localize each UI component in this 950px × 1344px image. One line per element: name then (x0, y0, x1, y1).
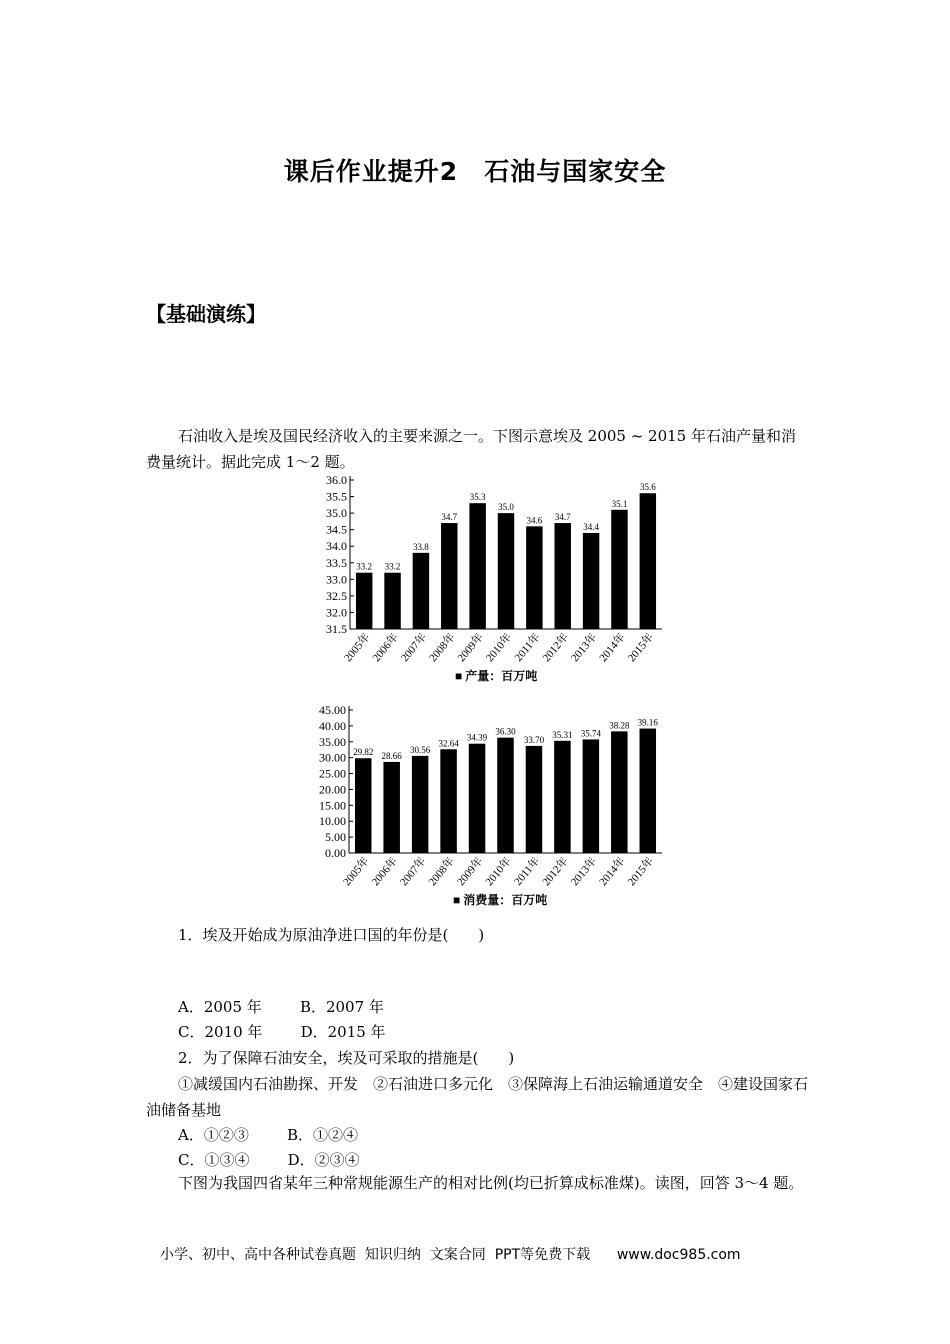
y-tick-label: 31.5 (326, 622, 347, 636)
x-tick-label: 2010年 (483, 631, 515, 665)
x-tick-label: 2012年 (540, 855, 571, 889)
x-tick-label: 2014年 (597, 855, 628, 889)
bar (640, 729, 657, 853)
data-label: 34.39 (466, 732, 488, 743)
bar (555, 523, 571, 629)
data-label: 32.64 (438, 738, 459, 749)
data-label: 28.66 (381, 750, 402, 761)
x-tick-label: 2008年 (427, 631, 458, 665)
bar (355, 758, 372, 853)
y-tick-label: 32.5 (326, 588, 347, 603)
bar (498, 513, 514, 629)
data-label: 35.0 (498, 502, 514, 513)
data-label: 29.82 (353, 747, 374, 758)
y-tick-label: 33.0 (326, 572, 347, 587)
y-tick-label: 35.0 (326, 506, 347, 521)
y-tick-label: 33.5 (326, 555, 347, 570)
data-label: 35.31 (552, 729, 573, 740)
data-label: 34.6 (526, 515, 543, 526)
page-title: 课后作业提升2 石油与国家安全 (283, 157, 667, 186)
q2-option-c[interactable]: C．①③④ (178, 1151, 250, 1169)
data-label: 34.4 (583, 521, 599, 532)
data-label: 33.2 (356, 561, 373, 572)
bar (554, 741, 571, 853)
question-2-options-row1 (178, 1122, 358, 1148)
x-tick-label: 2015年 (625, 631, 657, 665)
bar (469, 503, 485, 629)
q1-option-d[interactable]: D．2015 年 (300, 1023, 386, 1041)
x-tick-label: 2009年 (454, 855, 486, 889)
bar (413, 553, 429, 629)
x-tick-label: 2014年 (597, 631, 628, 665)
y-tick-label: 35.5 (326, 489, 347, 504)
x-tick-label: 2015年 (625, 855, 657, 889)
x-tick-label: 2009年 (455, 631, 486, 665)
x-tick-label: 2005年 (342, 631, 373, 665)
x-tick-label: 2013年 (568, 631, 600, 665)
question-1-options-row1 (178, 994, 384, 1020)
bar (412, 756, 429, 853)
y-tick-label: 15.00 (319, 798, 346, 813)
q2-option-b[interactable]: B．①②④ (287, 1126, 359, 1144)
consumption-chart (300, 700, 680, 910)
y-tick-label: 32.0 (326, 605, 347, 620)
question-1-options-row2 (178, 1019, 386, 1045)
data-label: 30.56 (410, 744, 431, 755)
y-tick-label: 34.5 (326, 522, 347, 537)
x-tick-label: 2007年 (398, 631, 430, 665)
y-tick-label: 36.0 (326, 474, 347, 487)
x-tick-label: 2012年 (540, 631, 572, 665)
bar (441, 523, 457, 629)
x-tick-label: 2006年 (370, 631, 401, 665)
bar (469, 744, 486, 853)
x-tick-label: 2005年 (341, 855, 372, 889)
question-2-measures: ①减缓国内石油勘探、开发 ②石油进口多元化 ③保障海上石油运输通道安全 ④建设国家石油储备基地 (146, 1075, 809, 1119)
q1-option-a[interactable]: A．2005 年 (178, 998, 262, 1016)
data-label: 39.16 (637, 717, 658, 728)
intro-paragraph-2: 下图为我国四省某年三种常规能源生产的相对比例(均已折算成标准煤)。读图，回答 3～4 题。 (178, 1174, 804, 1192)
y-tick-label: 45.00 (319, 703, 346, 717)
x-tick-label: 2007年 (398, 855, 429, 889)
y-tick-label: 25.00 (319, 766, 346, 781)
data-label: 34.7 (554, 512, 571, 523)
bar (640, 493, 656, 629)
data-label: 33.2 (384, 561, 401, 572)
bar (497, 738, 514, 853)
y-tick-label: 34.0 (326, 539, 347, 554)
question-1-stem: 1．埃及开始成为原油净进口国的年份是( ) (178, 926, 485, 944)
q1-option-b[interactable]: B．2007 年 (299, 998, 384, 1016)
x-tick-label: 2006年 (369, 855, 400, 889)
production-chart (310, 474, 670, 684)
data-label: 34.7 (441, 512, 458, 523)
bar (440, 749, 457, 853)
bar (356, 573, 372, 629)
data-label: 35.1 (611, 498, 628, 509)
x-tick-label: 2013年 (568, 855, 600, 889)
y-tick-label: 35.00 (319, 734, 346, 749)
data-label: 35.6 (639, 482, 656, 493)
y-tick-label: 10.00 (319, 814, 346, 829)
x-tick-label: 2010年 (483, 855, 514, 889)
data-label: 33.70 (523, 734, 545, 745)
y-tick-label: 40.00 (319, 718, 346, 733)
data-label: 36.30 (495, 726, 516, 737)
legend: ■ 消费量：百万吨 (453, 893, 548, 907)
q1-option-c[interactable]: C．2010 年 (178, 1023, 263, 1041)
footer-text: 小学、初中、高中各种试卷真题 知识归纳 文案合同 PPT等免费下载 www.doc985.com (160, 1247, 741, 1263)
bar (583, 739, 600, 853)
question-2-stem: 2．为了保障石油安全，埃及可采取的措施是( ) (178, 1049, 515, 1067)
bar (526, 746, 543, 853)
bar (611, 731, 628, 853)
x-tick-label: 2008年 (426, 855, 457, 889)
data-label: 35.74 (580, 728, 601, 739)
y-tick-label: 30.00 (319, 750, 346, 765)
x-tick-label: 2011年 (512, 855, 543, 888)
intro-paragraph: 石油收入是埃及国民经济收入的主要来源之一。下图示意埃及 2005 ~ 2015 年石油产量和消费量统计。据此完成 1～2 题。 (146, 427, 796, 471)
bar (611, 510, 627, 629)
y-tick-label: 5.00 (325, 830, 346, 845)
data-label: 38.28 (609, 720, 630, 731)
data-label: 33.8 (413, 541, 429, 552)
data-label: 35.3 (469, 492, 486, 503)
q2-option-d[interactable]: D．②③④ (287, 1151, 360, 1169)
legend: ■ 产量：百万吨 (455, 669, 538, 683)
q2-option-a[interactable]: A．①②③ (178, 1126, 249, 1144)
x-tick-label: 2011年 (512, 631, 543, 664)
bar (383, 762, 400, 853)
bar (583, 533, 599, 629)
bar (526, 526, 542, 629)
y-tick-label: 0.00 (325, 846, 346, 860)
section-heading: 【基础演练】 (146, 302, 266, 326)
y-tick-label: 20.00 (319, 782, 346, 797)
bar (384, 573, 400, 629)
